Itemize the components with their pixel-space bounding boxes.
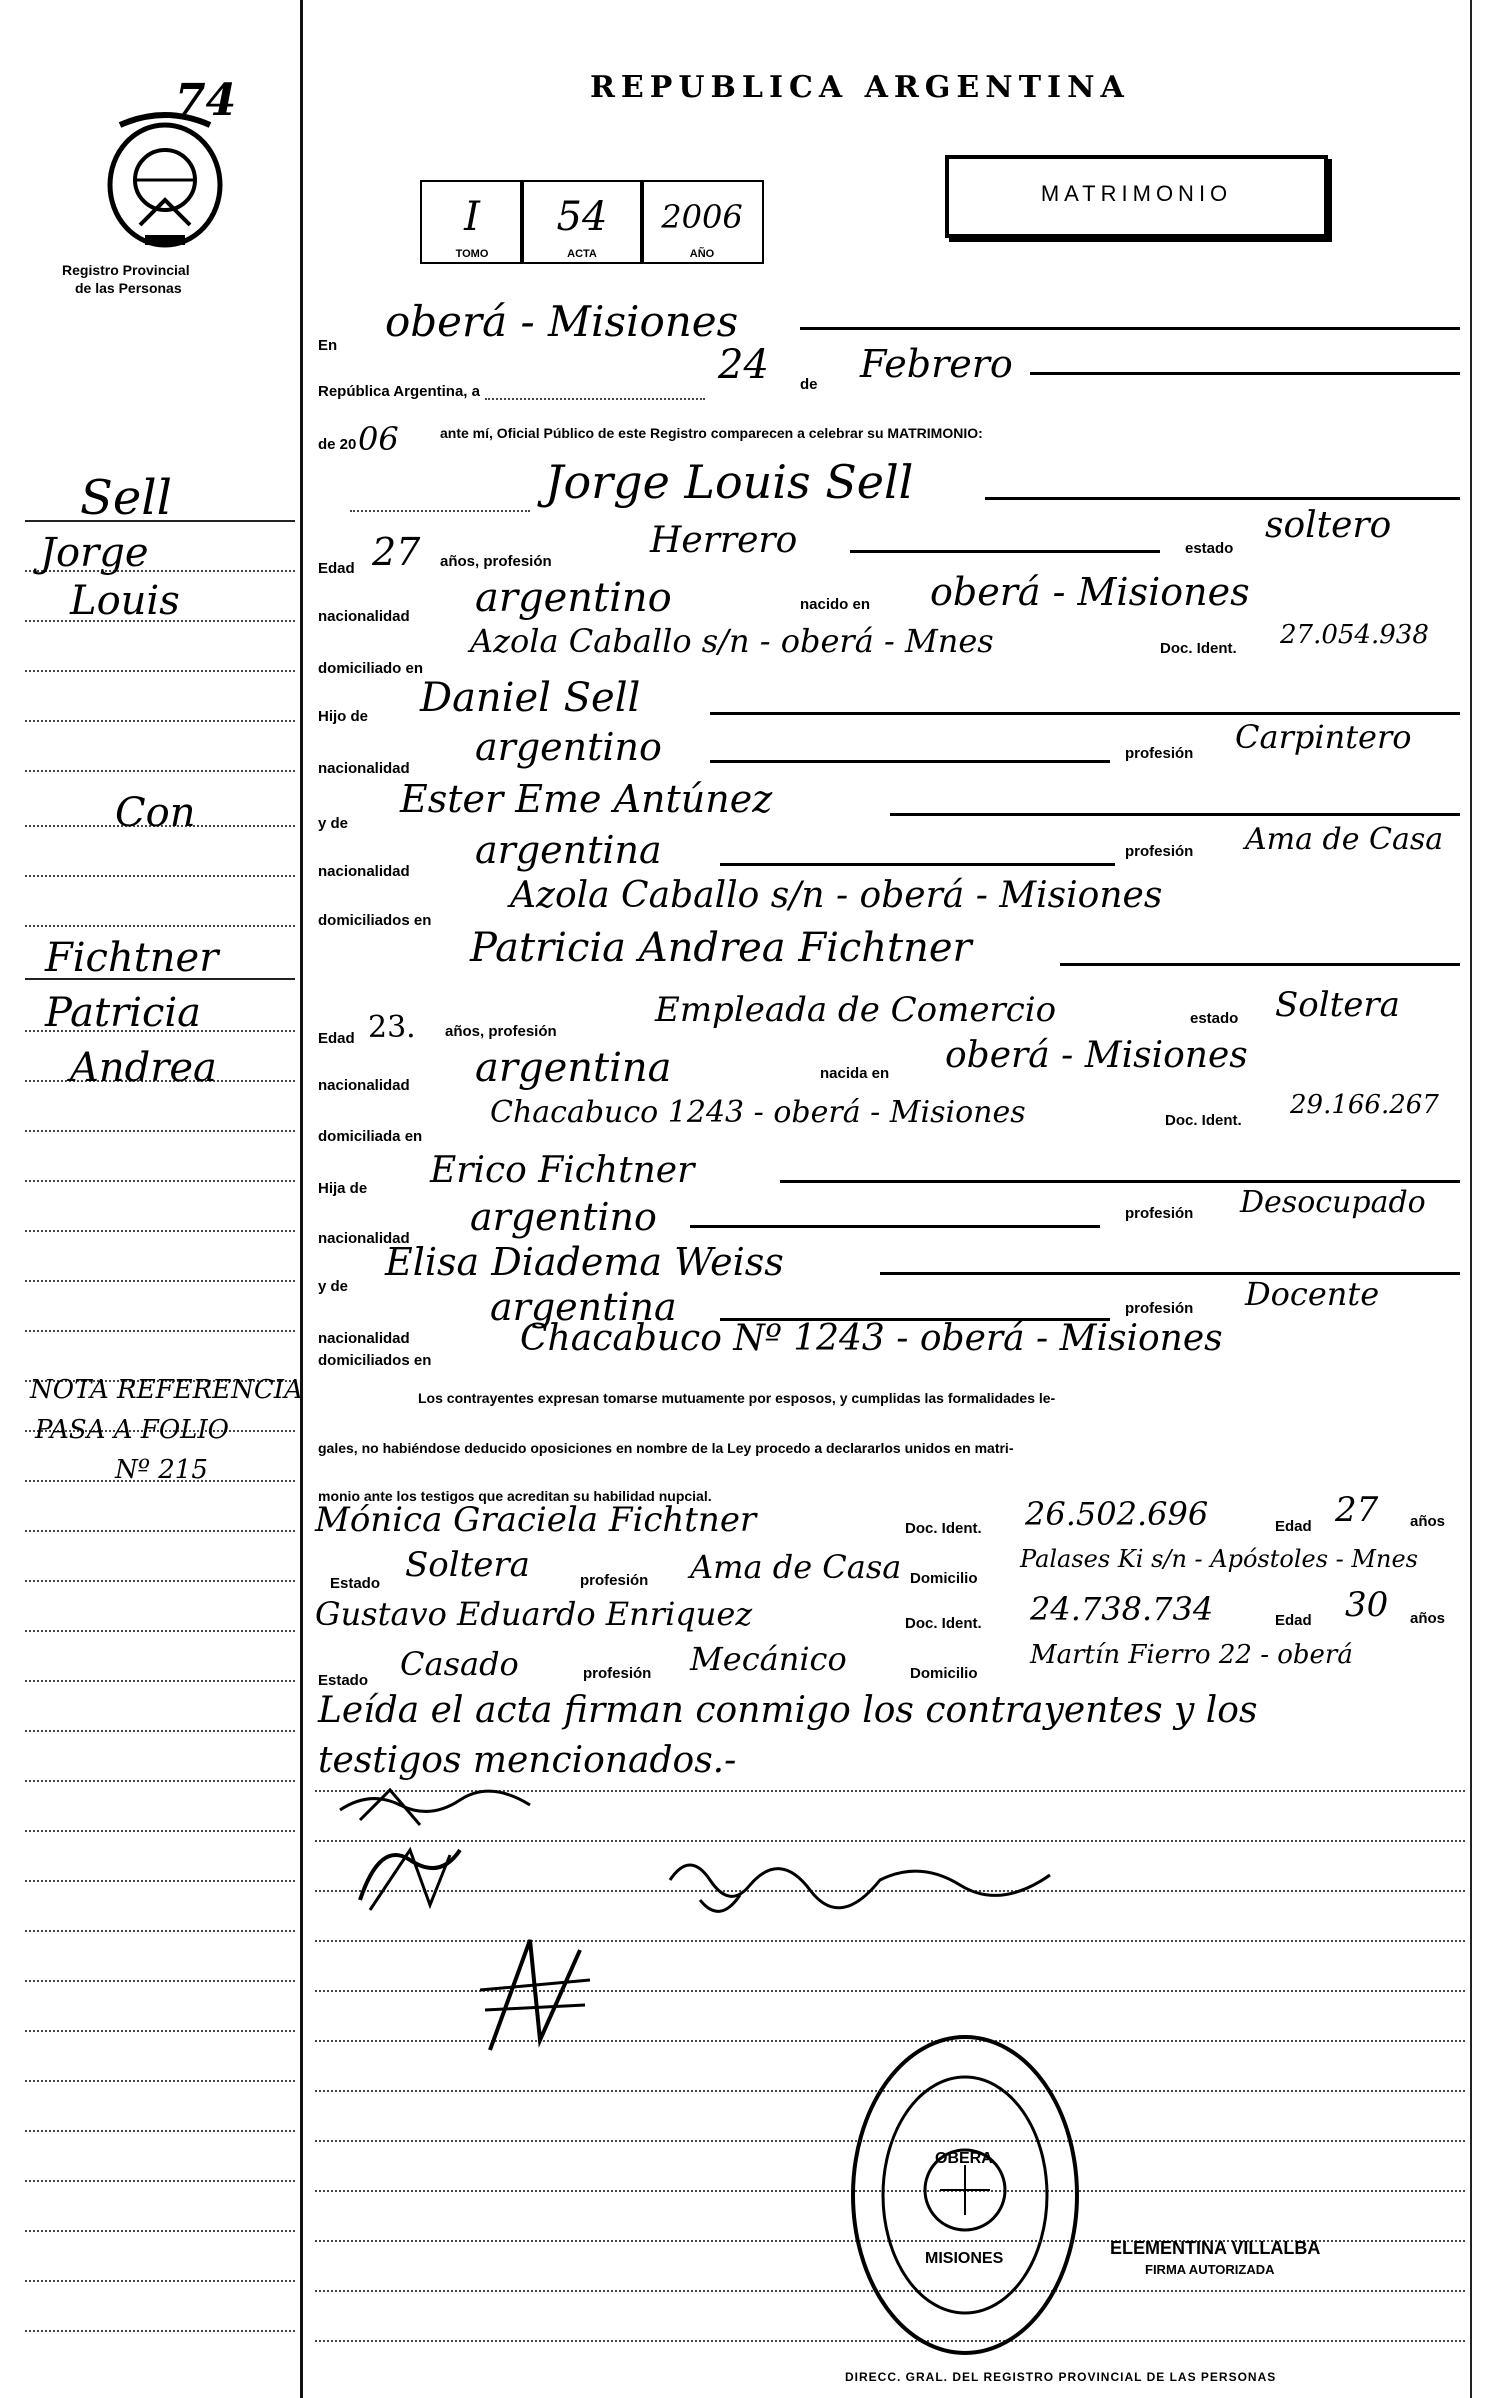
label-en: En (318, 337, 338, 354)
margin-line (25, 2330, 295, 2332)
label-doc-ident: Doc. Ident. (1160, 640, 1237, 657)
margin-line (25, 1830, 295, 1832)
label-y-de: y de (318, 815, 349, 832)
witness2-age: 30 (1345, 1585, 1389, 1625)
spouse2-mother-nationality: argentina (490, 1285, 677, 1329)
tomo-cell (420, 180, 524, 264)
spouse1-marital-status: soltero (1265, 505, 1392, 546)
margin-note-3: Nº 215 (115, 1455, 208, 1485)
spouse2-full-name: Patricia Andrea Fichtner (470, 925, 972, 971)
document-type-box (945, 155, 1328, 238)
witness1-doc-id: 26.502.696 (1025, 1495, 1209, 1533)
margin-line (25, 1280, 295, 1282)
label-y-de: y de (318, 1278, 349, 1295)
month: Febrero (860, 342, 1013, 386)
label-nacido-en: nacido en (800, 596, 871, 613)
label-w-edad: Edad (1275, 1612, 1312, 1629)
year-suffix: 06 (358, 420, 399, 458)
spouse1-mother-nationality: argentina (475, 828, 662, 872)
ano-cell (640, 180, 764, 264)
spouse1-parents-address: Azola Caballo s/n - oberá - Misiones (510, 875, 1163, 916)
spouse1-full-name: Jorge Louis Sell (545, 455, 914, 509)
dotline (350, 510, 530, 512)
margin-line (25, 2230, 295, 2232)
country-title: REPUBLICA ARGENTINA (590, 70, 1130, 105)
witness2-doc-id: 24.738.734 (1030, 1590, 1214, 1628)
label-nacionalidad: nacionalidad (318, 1230, 410, 1247)
label-nacida-en: nacida en (820, 1065, 890, 1082)
line (710, 760, 1110, 763)
spouse1-father-nationality: argentino (475, 725, 662, 769)
margin-line (25, 720, 295, 722)
margin-line (25, 1980, 295, 1982)
margin-line (25, 1780, 295, 1782)
spouse2-profession: Empleada de Comercio (655, 990, 1057, 1030)
ano-label: AÑO (689, 248, 715, 260)
label-hija-de: Hija de (318, 1180, 368, 1197)
label-nacionalidad: nacionalidad (318, 1330, 410, 1347)
spouse2-mother: Elisa Diadema Weiss (385, 1240, 784, 1284)
margin-line (25, 875, 295, 877)
signature-spouse-icon (340, 1830, 490, 1920)
spouse1-mother-profession: Ama de Casa (1245, 822, 1444, 857)
label-profesion: profesión (1125, 1300, 1194, 1317)
label-anos-profesion: años, profesión (440, 553, 552, 570)
signature-bride-icon (470, 1920, 600, 2060)
day: 24 (718, 342, 769, 388)
line (710, 712, 1460, 715)
closing-line-2: testigos mencionados.- (318, 1740, 737, 1781)
spouse2-nationality: argentina (475, 1045, 672, 1091)
legal-text-1: Los contrayentes expresan tomarse mutuamente por esposos, y cumplidas las formalidades le- (418, 1390, 1056, 1406)
label-w-profesion: profesión (583, 1665, 652, 1682)
label-de-year: de 20 (318, 436, 357, 453)
name-line (985, 497, 1460, 500)
spouse2-father-profession: Desocupado (1240, 1185, 1426, 1220)
label-domiciliado-en: domiciliado en (318, 660, 424, 677)
dotline (485, 398, 705, 400)
margin-line (25, 2080, 295, 2082)
place-line (800, 327, 1460, 330)
registry-name-line2: de las Personas (75, 280, 182, 296)
tomo-label: TOMO (455, 248, 489, 260)
margin-line (25, 1130, 295, 1132)
label-de: de (800, 376, 818, 393)
label-w-domicilio: Domicilio (910, 1665, 978, 1682)
stamp-outer-text: DIRECC. GRAL. DEL REGISTRO PROVINCIAL DE LAS PERSONAS (845, 2370, 1277, 2384)
spouse2-birthplace: oberá - Misiones (945, 1035, 1248, 1076)
margin-spouse1-surname: Sell (80, 470, 172, 526)
coat-of-arms-icon (90, 105, 240, 255)
official-stamp-icon (845, 2030, 1085, 2360)
label-domiciliada-en: domiciliada en (318, 1128, 423, 1145)
spouse2-father-nationality: argentino (470, 1195, 657, 1239)
margin-line (25, 2180, 295, 2182)
margin-line (25, 1180, 295, 1182)
witness2-address: Martín Fierro 22 - oberá (1030, 1640, 1353, 1670)
margin-note-2: PASA A FOLIO (35, 1415, 229, 1445)
label-w-doc-ident: Doc. Ident. (905, 1520, 982, 1537)
line (690, 1225, 1100, 1228)
ano-value: 2006 (661, 198, 743, 236)
registry-name-line1: Registro Provincial (62, 262, 190, 278)
label-anos-profesion: años, profesión (445, 1023, 557, 1040)
spouse2-doc-id: 29.166.267 (1290, 1090, 1439, 1120)
margin-note-1: NOTA REFERENCIA (30, 1375, 303, 1405)
label-domiciliados-en: domiciliados en (318, 1352, 432, 1369)
legal-text-3: monio ante los testigos que acreditan su habilidad nupcial. (318, 1488, 712, 1504)
label-w-anos: años (1410, 1513, 1446, 1530)
witness1-age: 27 (1335, 1490, 1379, 1530)
label-w-profesion: profesión (580, 1572, 649, 1589)
closing-line-1: Leída el acta firman conmigo los contrayentes y los (318, 1690, 1258, 1731)
margin-line (25, 1580, 295, 1582)
margin-line (25, 670, 295, 672)
legal-text-2: gales, no habiéndose deducido oposiciones en nombre de la Ley procedo a declararlos unidos en matri- (318, 1440, 1014, 1456)
spouse1-birthplace: oberá - Misiones (930, 570, 1250, 614)
acta-value: 54 (556, 194, 608, 240)
margin-spouse2-surname: Fichtner (45, 935, 219, 981)
spouse1-father-profession: Carpintero (1235, 718, 1412, 756)
signature-witness-icon (660, 1840, 1060, 1930)
spouse2-parents-address: Chacabuco Nº 1243 - oberá - Misiones (520, 1318, 1223, 1359)
margin-line (25, 1730, 295, 1732)
official-name: ELEMENTINA VILLALBA (1110, 2238, 1321, 2258)
margin-spouse2-given-1: Patricia (45, 990, 201, 1036)
margin-line (25, 2130, 295, 2132)
spouse2-age: 23. (368, 1010, 416, 1045)
tomo-value: I (464, 194, 480, 240)
margin-line (25, 1230, 295, 1232)
label-estado: estado (1190, 1010, 1239, 1027)
witness1-profession: Ama de Casa (690, 1548, 902, 1586)
label-profesion: profesión (1125, 843, 1194, 860)
margin-spouse1-given-1: Jorge (40, 530, 149, 576)
margin-line (25, 925, 295, 927)
spouse1-nationality: argentino (475, 575, 672, 621)
line (720, 863, 1115, 866)
witness1-address: Palases Ki s/n - Apóstoles - Mnes (1020, 1545, 1418, 1573)
label-nacionalidad: nacionalidad (318, 608, 410, 625)
line (850, 550, 1160, 553)
margin-line (25, 770, 295, 772)
line (780, 1180, 1460, 1183)
margin-line (25, 2280, 295, 2282)
spouse2-marital-status: Soltera (1275, 985, 1400, 1025)
acta-label: ACTA (567, 248, 597, 260)
label-ante-mi: ante mí, Oficial Público de este Registro comparecen a celebrar su MATRIMONIO: (440, 425, 983, 441)
margin-line (25, 2030, 295, 2032)
month-line (1030, 372, 1460, 375)
margin-line (25, 1680, 295, 1682)
label-nacionalidad: nacionalidad (318, 760, 410, 777)
stamp-inner-text-2: MISIONES (925, 2250, 1004, 2267)
right-border (1470, 0, 1472, 2398)
label-nacionalidad: nacionalidad (318, 1077, 410, 1094)
line (890, 813, 1460, 816)
margin-spouse2-given-2: Andrea (70, 1045, 217, 1091)
margin-line (25, 1930, 295, 1932)
label-profesion: profesión (1125, 745, 1194, 762)
stamp-inner-text-1: OBERA (935, 2150, 993, 2167)
spouse2-mother-profession: Docente (1245, 1275, 1380, 1313)
place: oberá - Misiones (385, 297, 739, 346)
label-hijo-de: Hijo de (318, 708, 369, 725)
label-w-doc-ident: Doc. Ident. (905, 1615, 982, 1632)
witness2-status: Casado (400, 1645, 519, 1683)
spouse1-age: 27 (372, 530, 421, 574)
label-edad: Edad (318, 1030, 355, 1047)
spouse1-profession: Herrero (650, 520, 798, 561)
label-w-anos: años (1410, 1610, 1446, 1627)
witness1-status: Soltera (405, 1545, 530, 1585)
official-role: FIRMA AUTORIZADA (1145, 2262, 1275, 2277)
margin-line (25, 1330, 295, 1332)
label-profesion: profesión (1125, 1205, 1194, 1222)
label-edad: Edad (318, 560, 355, 577)
witness2-name: Gustavo Eduardo Enriquez (315, 1595, 753, 1633)
witness2-profession: Mecánico (690, 1640, 847, 1678)
page-number: 74 (175, 75, 237, 126)
margin-spouse1-given-2: Louis (70, 578, 180, 624)
document-type: MATRIMONIO (1040, 181, 1233, 206)
label-w-estado: Estado (318, 1672, 369, 1689)
spouse1-mother: Ester Eme Antúnez (400, 777, 773, 821)
spouse1-father: Daniel Sell (420, 675, 641, 721)
margin-divider (300, 0, 303, 2398)
spouse1-address: Azola Caballo s/n - oberá - Mnes (470, 622, 994, 660)
label-w-estado: Estado (330, 1575, 381, 1592)
witness1-name: Mónica Graciela Fichtner (315, 1500, 757, 1540)
margin-connector: Con (115, 790, 196, 836)
acta-cell (520, 180, 644, 264)
margin-line (25, 1630, 295, 1632)
label-doc-ident: Doc. Ident. (1165, 1112, 1242, 1129)
label-nacionalidad: nacionalidad (318, 863, 410, 880)
name-line (1060, 963, 1460, 966)
label-estado: estado (1185, 540, 1234, 557)
spouse2-address: Chacabuco 1243 - oberá - Misiones (490, 1095, 1026, 1130)
spouse2-father: Erico Fichtner (430, 1150, 695, 1191)
label-w-edad: Edad (1275, 1518, 1312, 1535)
label-republica: República Argentina, a (318, 383, 480, 400)
label-w-domicilio: Domicilio (910, 1570, 978, 1587)
spouse1-doc-id: 27.054.938 (1280, 620, 1429, 650)
margin-line (25, 1530, 295, 1532)
label-domiciliados-en: domiciliados en (318, 912, 432, 929)
margin-line (25, 1880, 295, 1882)
